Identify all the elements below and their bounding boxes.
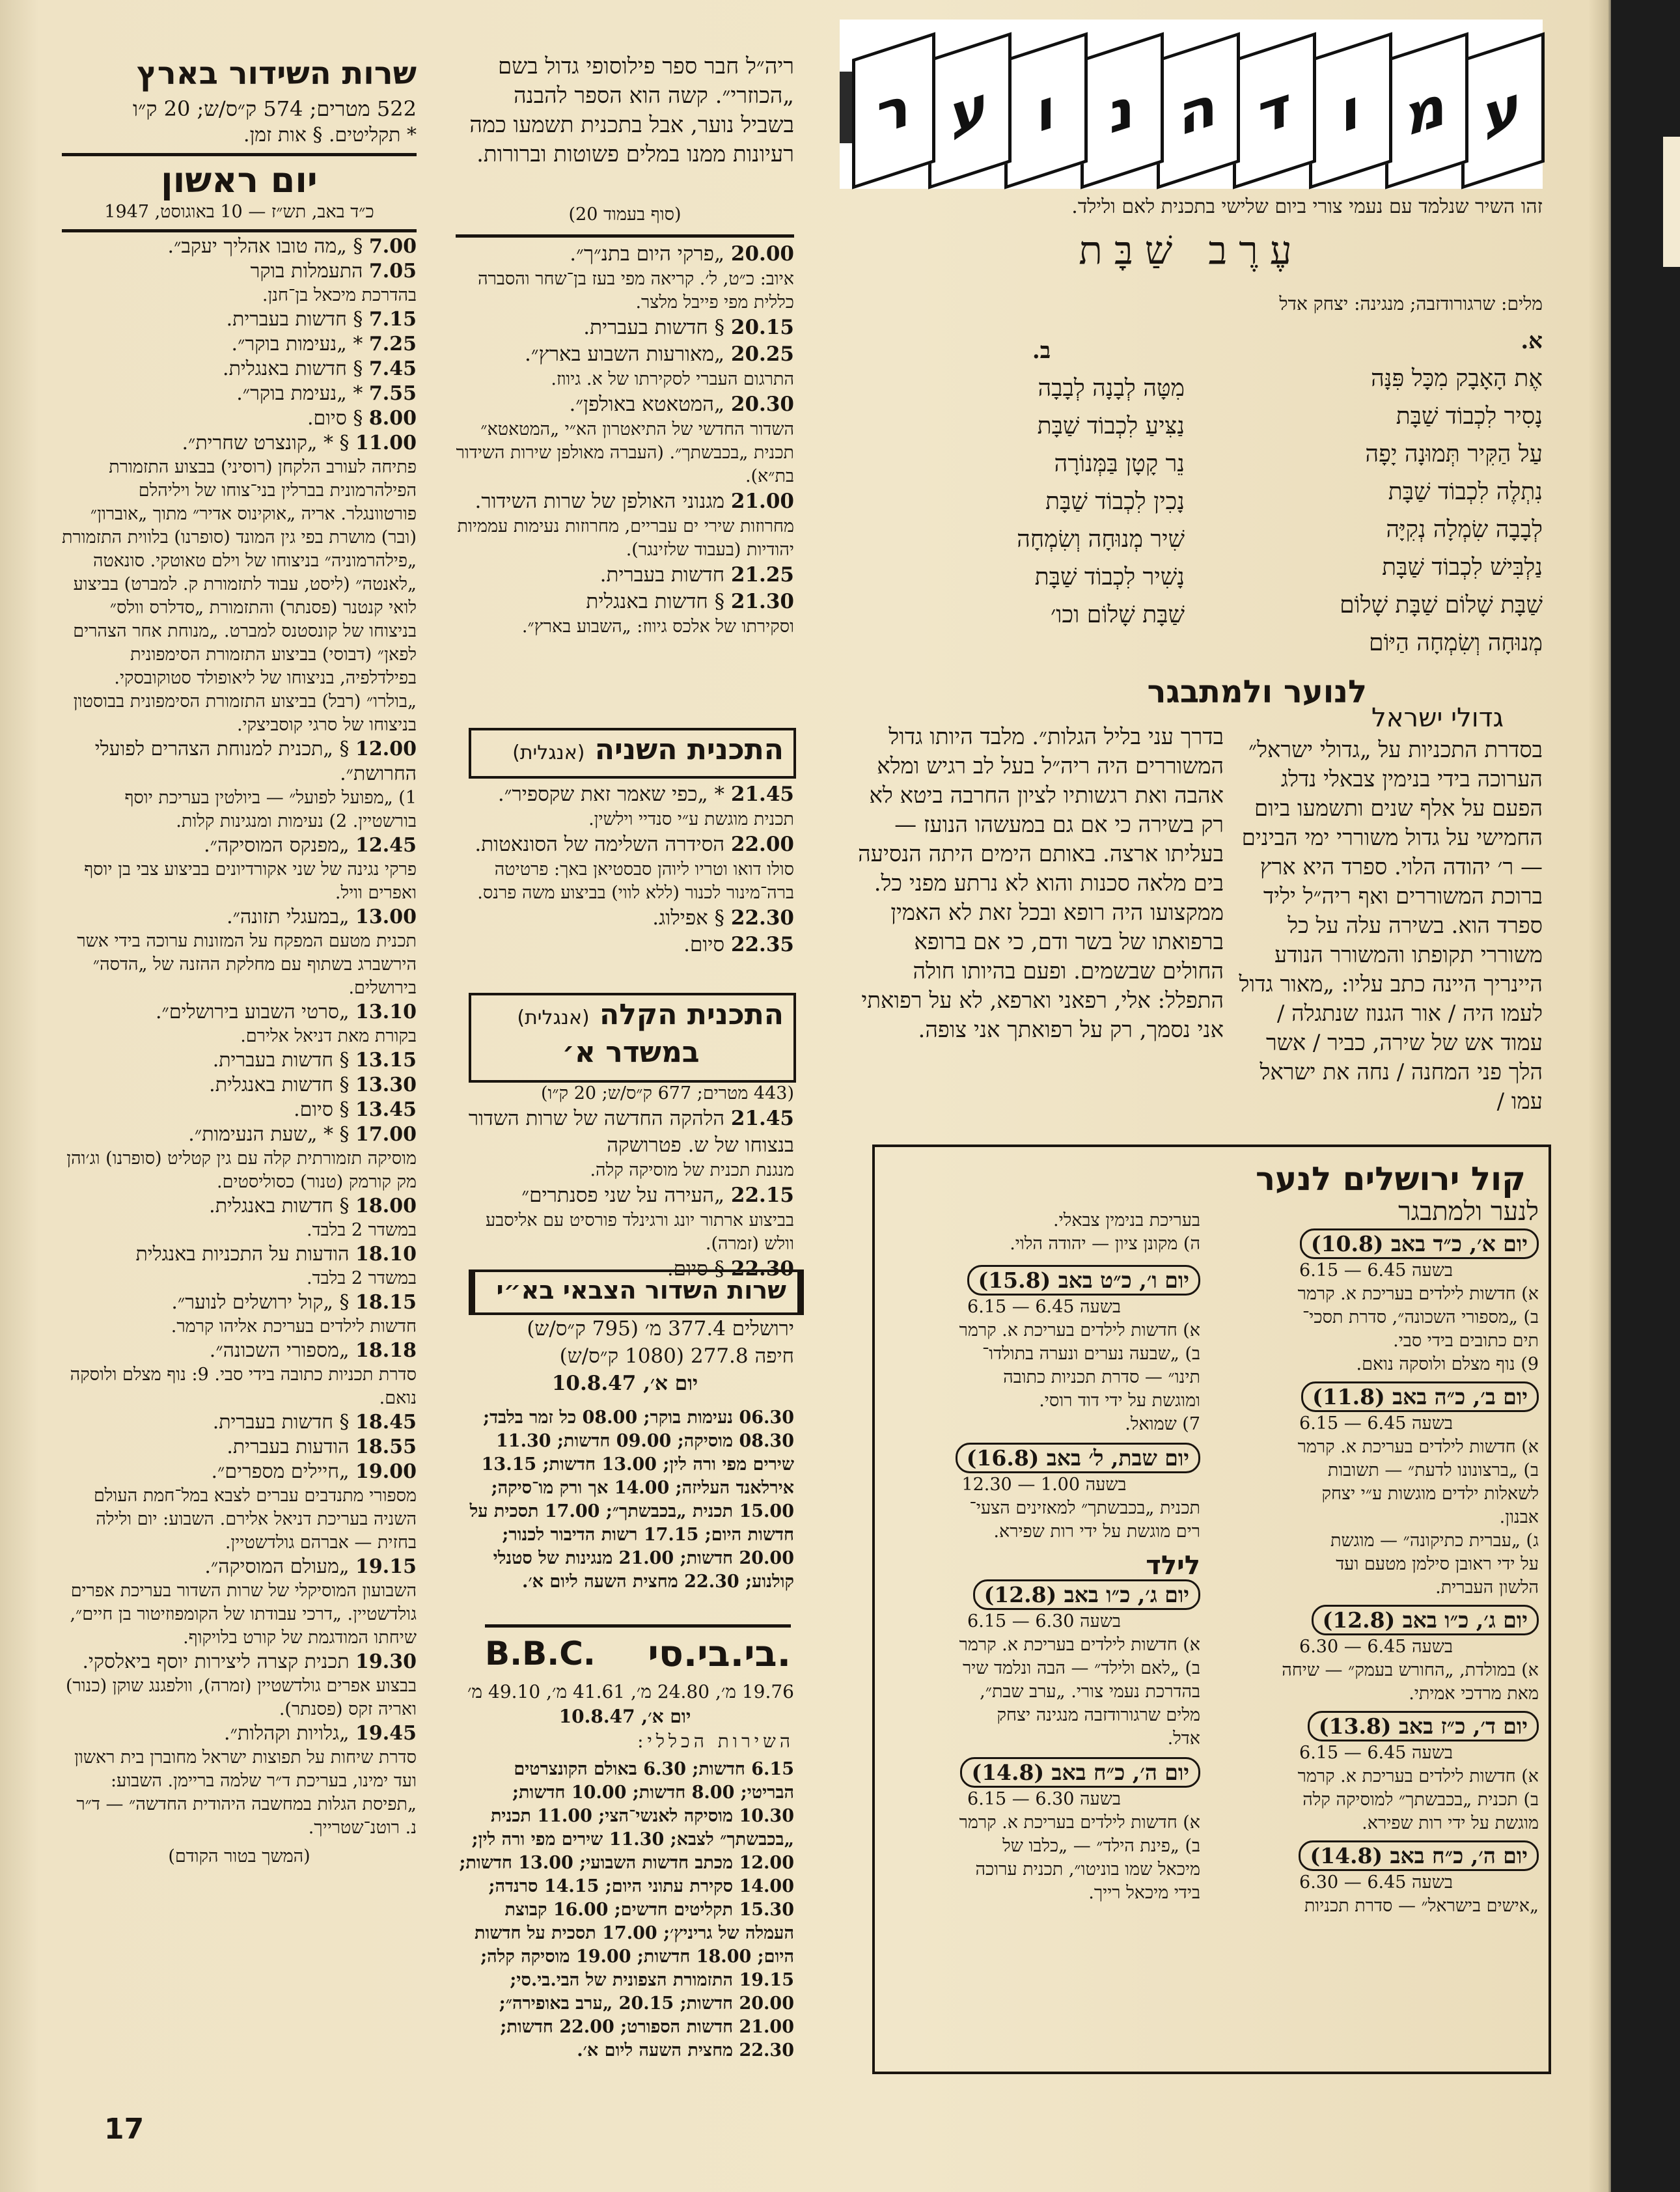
- second-program-title: התכנית השניה: [594, 733, 784, 766]
- bbc-freq: 19.76 מ׳, 24.80 מ׳, 41.61 מ׳, 49.10 מ׳: [467, 1681, 794, 1702]
- poem-stanza-b: [898, 332, 1185, 634]
- divider: [62, 153, 417, 156]
- time-label: בשעה 6.45 — 6.15: [1299, 1743, 1453, 1763]
- description: מנגנת תכנית של מוסיקה קלה.: [590, 1160, 794, 1180]
- second-program-schedule: [456, 781, 794, 958]
- description: בהדרכת מיכאל בן־חנן.: [262, 285, 417, 305]
- poem-stanza-a: [1224, 322, 1543, 662]
- time: 7.15: [368, 308, 417, 331]
- program-line: על ידי ראובן סילמן מטעם ועד: [1336, 1554, 1539, 1574]
- description: מספורי מתנדבים עברים לצבא במל־חמת העולם השניה בעריכת דניאל אלירם. השבוע: יום ולילה בחזית — אברהם גולדשטיין.: [94, 1486, 417, 1553]
- program: § חדשות באנגלית.: [209, 1074, 350, 1096]
- schedule-item: [62, 332, 417, 357]
- program-line: א) חדשות לילדים בעריכת א. קרמר: [959, 1320, 1200, 1340]
- schedule-item: [62, 1122, 417, 1194]
- program: הודעות בעברית.: [227, 1436, 350, 1458]
- program-line: מאת מרדכי אמיתי.: [1409, 1684, 1539, 1704]
- program: § סיום.: [307, 407, 363, 430]
- station-legend: * תקליטים. § אות זמן.: [243, 124, 417, 146]
- program: * „נעימת בוקר״.: [236, 382, 363, 405]
- schedule-item: [456, 314, 794, 341]
- station-frequency: 522 מטרים; 574 ק״ס/ש; 20 ק״ו: [132, 96, 417, 121]
- description: מוסיקה תזמורתית קלה עם גין קטליט (סופרנו) וג׳והן מק קורמק (טנור) כסוליסטים.: [66, 1148, 417, 1192]
- army-schedule: 06.30 נעימות בוקר; 08.00 כל זמר בלבד; 08.30 מוסיקה; 09.00 חדשות; 11.30 שירים מפי ורה לין; 13.00 חדשות; 13.15 אירלאנד העליזה; 14.00 אך ורק מו־סיקה; 15.00 תכנית „בכבשתך״; 17.00 תסכית על חדשות היום; 17.15 רשות הדיבור לכנור; 20.00 חדשות; 21.00 מנגינות של סטנלי קולנוע; 22.30 מחצית השעה ליום א׳.: [469, 1408, 794, 1592]
- time: 13.45: [355, 1098, 417, 1121]
- bbc-title-en: B.B.C.: [485, 1635, 596, 1672]
- schedule-item: [62, 259, 417, 307]
- light-program-title-row: [478, 998, 784, 1031]
- description: סדרת תכניות כתובה בידי סבי. 9: נוף מצלם ולוסקה נואם.: [70, 1365, 417, 1408]
- day-label: יום ה׳, כ״ח באב (14.8): [1299, 1840, 1539, 1871]
- program-line: א) חדשות לילדים בעריכת א. קרמר: [959, 1635, 1200, 1655]
- verse-line: נָסִיר לִכְבוֹד שַׁבָּת: [1396, 403, 1543, 430]
- verse-line: לְבָבָה שִׂמְלָה נְקִיָּה: [1386, 516, 1543, 543]
- program: הסידרה השלימה של הסונאטות.: [475, 833, 725, 856]
- army-frequencies: [456, 1315, 794, 1397]
- program-day-block: [1213, 1228, 1539, 1376]
- time: 7.05: [368, 260, 417, 283]
- divider: [456, 234, 794, 238]
- description: תכנית מטעם המפקח על המזונות ערוכה בידי אשר הירשברג בשתוף עם מחלקת ההזנה של „הדסה״ בירושלים.: [77, 931, 417, 998]
- program-line: ב) „פינת הילד״ — „כלבו של: [1002, 1836, 1200, 1856]
- program-line: ב) „לאם ולילד״ — הבה ונלמד שיר: [962, 1658, 1200, 1678]
- masthead-letter-4: ד: [1233, 32, 1316, 189]
- bbc-title-he: בי.בי.סי.: [648, 1632, 791, 1675]
- verse-line: עַל הַקִּיר תְּמוּנָה יָפָה: [1365, 441, 1543, 467]
- program: § חדשות באנגלית: [586, 590, 725, 613]
- schedule-item: [62, 1555, 417, 1650]
- time: 18.10: [355, 1243, 417, 1266]
- bbc-day: יום א׳, 10.8.47: [558, 1706, 691, 1727]
- time: 13.10: [355, 1001, 417, 1023]
- time-label: בשעה 6.45 — 6.30: [1299, 1872, 1453, 1893]
- program-line: ג) „עברית כתיקונה״ — מוגשת: [1330, 1531, 1539, 1551]
- schedule-item: [62, 357, 417, 382]
- verse-line: נַצִּיעַ לִכְבוֹד שַׁבָּת: [1037, 413, 1185, 439]
- time: 7.00: [368, 235, 417, 258]
- description: פתיחה לעורב הלקחן (רוסיני) בבצוע התזמורת הפילהרמונית בברלין בני־צוחו של ויליהלם פורטוונגלר. אריה „אוקינוס אדיר״ מתוך „אוברון״ (ובר) מושרת בפי גין המונד (סופרנו) בלווית התזמורת „פילהרמוניה״ בניצוחו של וילם טאוטקי. סונאטה „לאנטה״ (ליסט, עבוד לתזמורת ק. למברט) בביצוע לואי קנטנר (פסנתר) והתזמורת „סדלרס וולס״ בניצוחו של קונסטנס למברט. „מנוחת אחר הצהרים לפאן״ (דבוסי) בביצוע התזמורת הסימפונית בפילדלפיה, בניצוחו של ליאופולד סטוקובסקי. „בולרו״ (רבל) בביצוע התזמורת הסימפונית בבוסטון בניצוחו של סרגי קוסביצקי.: [61, 457, 417, 735]
- light-program-tag: (אנגלית): [517, 1006, 590, 1029]
- schedule-item: [62, 1290, 417, 1339]
- description: התרגום העברי לסקירתו של א. גיווז.: [551, 369, 794, 389]
- schedule-item: [62, 1339, 417, 1410]
- time: 18.00: [355, 1195, 417, 1217]
- time: 20.00: [730, 242, 794, 266]
- program: „פרקי היום בתנ״ך״.: [570, 242, 725, 266]
- army-haifa: חיפה 277.8 (1080 ק״ס/ש): [559, 1344, 794, 1368]
- verse-line: נַלְבִּישׁ לִכְבוֹד שַׁבָּת: [1382, 554, 1543, 581]
- mid-top-continued: (סוף בעמוד 20): [568, 204, 682, 225]
- main-schedule: [62, 234, 417, 1868]
- stanza-a-label: א.: [1521, 328, 1543, 354]
- program: § אפילוג.: [652, 906, 725, 930]
- program: § חדשות באנגלית.: [223, 357, 363, 380]
- program: § חדשות בעברית.: [212, 1049, 350, 1072]
- kol-box-left-column: [888, 1209, 1200, 1905]
- description: סדרת שיחות על תפוצות ישראל מחוברן בית ראשון ועד ימינו, בעריכת ד״ר שלמה בריימן. השבוע: „תפיסת הגלות במחשבה היהודית החדשה״ — ד״ר נ. רוטנ־שטרייך.: [74, 1747, 417, 1838]
- time: 21.30: [730, 590, 794, 613]
- program-line: אבנון.: [1499, 1507, 1539, 1527]
- program-day-block: [888, 1265, 1200, 1436]
- schedule-item: [62, 1098, 417, 1122]
- divider: [62, 229, 417, 232]
- masthead-letter-3: ו: [1309, 32, 1392, 189]
- bbc-service: השירות הכללי:: [637, 1730, 794, 1752]
- program-line: תים כתובים בידי סבי.: [1393, 1331, 1539, 1351]
- program-day-block: [888, 1579, 1200, 1751]
- program-day-block: [1213, 1711, 1539, 1835]
- masthead-letter-5: ה: [1157, 32, 1240, 189]
- schedule-item: [62, 833, 417, 905]
- time-label: בשעה 6.45 — 6.15: [1299, 1413, 1453, 1434]
- program: * „כפי שאמר זאת שקספיר״.: [497, 783, 725, 806]
- masthead-letter-2: מ: [1385, 32, 1468, 189]
- schedule-item: [62, 1242, 417, 1290]
- description: פרקי נגינה של שני אקורדיונים בביצוע צבי בן יוסף ואפרים וויל.: [84, 859, 417, 903]
- program-line: ב) „ברצונונו לדעת״ — תשובות: [1327, 1460, 1539, 1480]
- program-line: מיכאל שמו בוניטו״, תכנית ערוכה: [975, 1859, 1200, 1880]
- army-header: [469, 1269, 804, 1315]
- bbc-frequencies: [456, 1680, 794, 1754]
- program-line: לשאלות ילדים מוגשות ע״י יצחק: [1321, 1484, 1539, 1504]
- time-label: בשעה 6.30 — 6.15: [967, 1789, 1121, 1809]
- schedule-item: [62, 1435, 417, 1460]
- description: סולו דואו וטריו ליוהן סבסטיאן באך: פרטיטה ברה־מינור לכנור (ללא לווי) בביצוע משה פרנס.: [477, 859, 794, 903]
- program-day-block: [1213, 1605, 1539, 1706]
- program: § „תכנית למנוחת הצהרים לפועלי החרושת״.: [94, 738, 417, 785]
- second-program-header: [469, 728, 796, 779]
- time: 22.30: [730, 906, 794, 930]
- time: 13.00: [355, 906, 417, 928]
- program: התעמלות בוקר: [250, 260, 363, 283]
- program: „מספורי השכונה״.: [209, 1339, 350, 1362]
- program-line: בידי מיכאל רייך.: [1088, 1883, 1200, 1903]
- masthead-subtitle: זהו השיר שנלמד עם נעמי צורי ביום שלישי בתכנית לאם ולילד.: [1071, 195, 1543, 218]
- schedule-item: [456, 831, 794, 905]
- mid-schedule: [456, 241, 794, 639]
- verse-line: שַׁבָּת שָׁלוֹם שַׁבָּת שָׁלוֹם: [1340, 592, 1543, 618]
- description: בבצוע אפרים גולדשטיין (זמרה), וולפגנג שוקן (כנור) ואריה זקס (פסנתר).: [65, 1676, 417, 1719]
- description: במשדר 2 בלבד.: [307, 1268, 417, 1288]
- mid-top-paragraph: ריה״ל חבר ספר פילוסופי גדול בשם „הכוזרי״. קשה הוא הספר להבנה בשביל נוער, אבל בתכנית תשמעו כמה רעיונות ממנו במלים פשוטות וברורות.: [469, 53, 794, 167]
- program-line: אדל.: [1167, 1728, 1200, 1749]
- description: השבועון המוסיקלי של שרות השדור בעריכת אפרים גולדשטיין. „דרכי עבודתו של הקומפוזיטור בן חיים״, שיחתו המודגמת של קורט בלויקוף.: [70, 1581, 417, 1648]
- time: 22.35: [730, 933, 794, 956]
- program-line: א) במולדת, „החורש בעמק״ — שיחה: [1282, 1660, 1539, 1680]
- kol-box-title: קול ירושלים לנער: [1255, 1160, 1526, 1198]
- program: § חדשות בעברית.: [212, 1411, 350, 1434]
- program: § סיום.: [294, 1098, 350, 1121]
- time-label: בשעה 6.30 — 6.15: [967, 1611, 1121, 1631]
- program: § חדשות באנגלית.: [209, 1195, 350, 1217]
- program-line: ומוגשת על ידי דוד רוסי.: [1039, 1391, 1200, 1411]
- time: 17.00: [355, 1123, 417, 1146]
- masthead-letter-1: ע: [1461, 32, 1545, 189]
- program: „העירה על שני פסנתרים״: [521, 1184, 725, 1207]
- page-number: 17: [104, 2113, 145, 2146]
- binding-edge: [1611, 0, 1680, 2192]
- time: 22.30: [730, 1257, 794, 1281]
- time: 18.18: [355, 1339, 417, 1362]
- verse-line: שַׁבָּת שָׁלוֹם וכו׳: [1050, 602, 1185, 628]
- second-program-title-row: [478, 733, 784, 766]
- schedule-item: [456, 589, 794, 639]
- schedule-item: [62, 1000, 417, 1048]
- time: 8.00: [368, 407, 417, 430]
- program-line: „אישים בישראל״ — סדרת תכניות: [1304, 1896, 1539, 1916]
- program-line: 7) שמואל.: [1125, 1414, 1200, 1434]
- program: „מעולם המוסיקה״.: [204, 1555, 350, 1578]
- light-program-subtitle: במשדר א׳: [562, 1036, 700, 1069]
- second-program-tag: (אנגלית): [512, 742, 585, 764]
- program-line: 9) נוף מצלם ולוסקה נואם.: [1356, 1354, 1539, 1374]
- verse-line: נִתְלֶה לִכְבוֹד שַׁבָּת: [1388, 479, 1543, 505]
- schedule-item: [456, 932, 794, 958]
- masthead-letter-8: ע: [928, 32, 1012, 189]
- light-program-frequency: (443 מטרים; 677 ק״ס/ש; 20 ק״ו): [540, 1083, 794, 1103]
- child-heading: לילד: [1146, 1551, 1200, 1581]
- day-label: יום ו׳, כ״ט באב (15.8): [967, 1265, 1200, 1296]
- program-line: תכנית „בכבשתך״ למאזינים הצעי־: [969, 1498, 1200, 1518]
- schedule-item: [62, 1650, 417, 1721]
- masthead-letter-7: ו: [1004, 32, 1088, 189]
- time: 12.45: [355, 834, 417, 857]
- verse-line: נָשִׁיר לִכְבוֹד שַׁבָּת: [1034, 564, 1185, 590]
- description: חדשות לילדים בעריכת אליהו קרמר.: [171, 1316, 417, 1337]
- time: 20.15: [730, 316, 794, 339]
- program-day-block: [1213, 1381, 1539, 1600]
- program: סיום.: [683, 933, 725, 956]
- time-label: בשעה 6.45 — 6.30: [1299, 1637, 1453, 1657]
- youth-title: לנוער ולמתבגר: [1147, 674, 1367, 710]
- time: 19.30: [355, 1650, 417, 1673]
- program: * „נעימות בוקר״.: [231, 333, 363, 355]
- program-day-block: [888, 1443, 1200, 1544]
- schedule-item: [62, 406, 417, 431]
- day-label: יום ג׳, כ״ו באב (12.8): [1312, 1605, 1539, 1635]
- program-day-block: [1213, 1840, 1539, 1918]
- schedule-item: [62, 1721, 417, 1840]
- masthead: [840, 20, 1543, 189]
- masthead-letter-6: נ: [1081, 32, 1164, 189]
- program: § * „קונצרט שחרית״.: [182, 432, 350, 454]
- station-title: שרות השידור בארץ: [137, 55, 417, 92]
- time-label: בשעה 1.00 — 12.30: [961, 1475, 1127, 1495]
- program-line: ב) „מספורי השכונה״, סדרת תסכי־: [1302, 1307, 1539, 1327]
- bbc-header: [485, 1631, 791, 1676]
- kol-box-right-column: [1213, 1228, 1539, 1918]
- time: 12.00: [355, 738, 417, 760]
- time: 19.15: [355, 1555, 417, 1578]
- program-line: רים מוגשת על ידי רות שפירא.: [993, 1521, 1200, 1542]
- verse-line: מְנוּחָה וְשִׂמְחָה הַיּוֹם: [1368, 630, 1543, 656]
- schedule-item: [62, 1194, 417, 1242]
- schedule-item: [456, 781, 794, 831]
- program: § חדשות בעברית.: [583, 316, 725, 339]
- program: חדשות בעברית.: [599, 563, 725, 587]
- program-line: ב) „שבעה נערים ונערה בתולדו־: [982, 1344, 1200, 1364]
- time-label: בשעה 6.45 — 6.15: [1299, 1260, 1453, 1281]
- army-day: יום א׳, 10.8.47: [551, 1372, 698, 1395]
- schedule-item: [456, 341, 794, 391]
- verse-line: נֵר קָטָן בַּמְּנוֹרָה: [1054, 451, 1185, 477]
- description: תכנית מוגשת ע״י סנדיי וילשין.: [588, 809, 794, 829]
- program: „מאורעות השבוע בארץ״.: [525, 342, 725, 366]
- time: 20.25: [730, 342, 794, 366]
- schedule-item: [456, 562, 794, 589]
- schedule-item: [456, 905, 794, 932]
- schedule-item: [62, 1410, 417, 1435]
- poem-credit: מלים: שרגורודזבה; מנגינה: יצחק אדל: [1279, 293, 1543, 314]
- time: 21.45: [730, 1107, 794, 1130]
- day-label: יום ה׳, כ״ח באב (14.8): [960, 1757, 1200, 1788]
- schedule-item: [62, 737, 417, 833]
- army-jerusalem: ירושלים 377.4 מ׳ (795 ק״ס/ש): [527, 1317, 794, 1340]
- program-line: מלים שרגורודזבה מנגינה יצחק: [997, 1705, 1200, 1725]
- time: 22.00: [730, 833, 794, 856]
- program-line: א) חדשות לילדים בעריכת א. קרמר: [1297, 1437, 1539, 1457]
- time: 21.45: [730, 783, 794, 806]
- program-line: א) חדשות לילדים בעריכת א. קרמר: [959, 1812, 1200, 1833]
- schedule-item: [62, 1073, 417, 1098]
- schedule-item: [62, 1460, 417, 1555]
- schedule-item: [456, 241, 794, 314]
- masthead-letter-9: ר: [852, 32, 935, 189]
- kol-box-right-heading: לנער ולמתבגר: [1398, 1197, 1539, 1227]
- schedule-item: [62, 1048, 417, 1073]
- schedule-item: [62, 431, 417, 737]
- time: 7.25: [368, 333, 417, 355]
- time-label: בשעה 6.45 — 6.15: [967, 1297, 1121, 1317]
- verse-line: מִטָּה לְבָנָה לְבָבָה: [1038, 375, 1185, 402]
- description: וסקירתו של אלכס גיווז: „השבוע בארץ״.: [521, 617, 794, 637]
- program: § * „שעת הנעימות״.: [188, 1123, 350, 1146]
- schedule-item: [456, 488, 794, 562]
- youth-subtitle: גדולי ישראל: [1371, 703, 1504, 733]
- program-day-block: [888, 1757, 1200, 1905]
- stanza-b-label: ב.: [1032, 338, 1051, 364]
- youth-text-right: בסדרת התכניות על „גדולי ישראל״ הערוכה בידי בנימין צבאלי נדלג הפעם על אלף שנים ותשמעו ביום החמישי על גדול משוררי ימי הבינים — ר׳ יהודה הלוי. ספרד היא ארץ ברוכת המשוררים ואף ריה״ל יליד ספרד הוא. בשירה עלה על כל משוררי תקופתו והמשורר הנודע היינריך היינה כתב עליו: „מאור גדול לעמו היה / אור הגנוז שנתגלה / עמוד אש של שירה, כביר / אשר הלך פני המחנה / נחה את ישראל עמו /: [1239, 737, 1543, 1115]
- schedule-item: [62, 234, 417, 259]
- schedule-item: [62, 382, 417, 406]
- program: § „קול ירושלים לנוער״.: [171, 1291, 350, 1314]
- program: „סרטי השבוע בירושלים״.: [155, 1001, 350, 1023]
- description: במשדר 2 בלבד.: [307, 1220, 417, 1240]
- day-label: יום ב׳, כ״ה באב (11.8): [1301, 1381, 1539, 1412]
- program: „מפנקס המוסיקה״.: [204, 834, 350, 857]
- description: בביצוע ארתור יונג ורגינלד פורסיט עם אליסבע וולש (זמרה).: [485, 1210, 794, 1254]
- schedule-item: [456, 1182, 794, 1256]
- day-date: כ״ד באב, תש״ז — 10 באוגוסט, 1947: [104, 202, 374, 222]
- bbc-schedule: 6.15 חדשות; 6.30 באולם הקונצרטים הבריטי; 8.00 חדשות; 10.00 חדשות; 10.30 מוסיקה לאנשי־הצי; 11.00 תכנית „בכבשתך״ לצבא; 11.30 שירים מפי ורה לין; 12.00 מכתב חדשות השבועי; 13.00 חדשות; 14.00 סקירת עתוני היום; 14.15 סרנדה; 15.30 תקליטים חדשים; 16.00 קבוצת העמלה של גריניץ׳; 17.00 תסכית על חדשות היום; 18.00 חדשות; 19.00 מוסיקה קלה; 19.15 התזמורת הצפונית של הבי.בי.סי; 20.00 חדשות; 20.15 „ערב באופירה״; 21.00 חדשות הספורט; 22.00 חדשות; 22.30 מחצית השעה ליום א׳.: [459, 1759, 794, 2060]
- time: 11.00: [355, 432, 417, 454]
- schedule-item: [456, 1105, 794, 1182]
- program: § חדשות בעברית.: [226, 308, 363, 331]
- time: 18.55: [355, 1436, 417, 1458]
- youth-text-left: בדרך עני בליל הגלות״. מלבד היותו גדול המשוררים היה ריה״ל בעל לב רגיש ומלא אהבה ואת רגשותיו לציון החרבה ביטא לא רק בשירה כי אם גם במעשהו הנועז — בעליתו ארצה. באותם הימים היתה הנסיעה בים מלאה סכנות והוא לא נרתע מפני כל. ממקצועו היה רופא ובכל זאת לא האמין ברפואתו של בשר ודם, כי אם ברופא החולים שבשמים. ופעם בהיותו חולה התפלל: אלי, רפאני וארפא, לא על רפואתי אני נסמך, רק על רפואתך אני צופה.: [858, 724, 1224, 1043]
- description: מחרוזות שירי ים עבריים, מחרוזות נעימות עממיות יהודיות (בעבוד שלזינגר).: [457, 516, 794, 560]
- time: 18.15: [355, 1291, 417, 1314]
- program-line: א) חדשות לילדים בעריכת א. קרמר: [1297, 1284, 1539, 1304]
- program-line: בעריכת בנימין צבאלי.: [1053, 1210, 1200, 1230]
- time: 13.15: [355, 1049, 417, 1072]
- time: 7.45: [368, 357, 417, 380]
- light-program-schedule: [456, 1082, 794, 1283]
- divider: [485, 1624, 791, 1628]
- day-title: יום ראשון: [161, 160, 318, 201]
- time: 7.55: [368, 382, 417, 405]
- verse-line: שִׁיר מְנוּחָה וְשִׂמְחָה: [1017, 526, 1185, 553]
- program: „המטאטא באולפן״.: [569, 393, 725, 416]
- program-line: תינו״ — סדרת תכניות כתובה: [1003, 1367, 1200, 1387]
- program-line: א) חדשות לילדים בעריכת א. קרמר: [1297, 1766, 1539, 1786]
- day-label: יום א׳, כ״ד באב (10.8): [1300, 1228, 1539, 1259]
- adjacent-page-strip: [1663, 137, 1680, 267]
- time: 20.30: [730, 393, 794, 416]
- schedule-item: [62, 905, 417, 1000]
- description: איוב: כ״ט, ל׳. קריאה מפי בעז בן־שחר והסברה כללית מפי פייבל מלצר.: [478, 269, 794, 312]
- program: מגנוני האולפן של שרות השידור.: [475, 490, 725, 513]
- light-program-header: [469, 993, 796, 1083]
- day-label: יום ג׳, כ״ו באב (12.8): [973, 1579, 1200, 1610]
- program: „במעגלי תזונה״.: [227, 906, 350, 928]
- program-line: בהדרכת נעמי צורי. „ערב שבת״,: [980, 1682, 1200, 1702]
- program: „חיילים מספרים״.: [211, 1460, 350, 1483]
- program-line: מוגשת על ידי רות שפירא.: [1362, 1813, 1539, 1833]
- poem-title: עֶרֶב שַׁבָּת: [1079, 228, 1304, 273]
- kol-jerusalem-box: [872, 1145, 1551, 2074]
- program: הודעות על התכניות באנגלית: [135, 1243, 350, 1266]
- program-line: ב) תכנית „בכבשתך״ למוסיקה קלה: [1302, 1790, 1539, 1810]
- program-line: ה) מקונן ציון — יהודה הלוי.: [1010, 1234, 1200, 1254]
- continued-note: (המשך בטור הקודם): [168, 1846, 310, 1866]
- army-title: שרות השדור הצבאי בא״י: [496, 1276, 786, 1305]
- program: „גלויות וקהלות״.: [224, 1722, 350, 1745]
- light-program-title: התכנית הקלה: [599, 998, 784, 1031]
- program: § „מה טובו אהליך יעקב״.: [167, 235, 363, 258]
- time: 18.45: [355, 1411, 417, 1434]
- program: § סיום.: [667, 1257, 725, 1281]
- program: הלהקה החדשה של שרות השדור בנצוחו של ש. פטרושקה: [468, 1107, 794, 1157]
- time: 19.45: [355, 1722, 417, 1745]
- time: 19.00: [355, 1460, 417, 1483]
- day-label: יום שבת, ל׳ באב (16.8): [956, 1443, 1200, 1473]
- description: 1) „מפועל לפועל״ — ביולטין בעריכת יוסף בורשטיין. 2) נעימות ומנגינות קלות.: [124, 788, 417, 831]
- verse-line: נָכִין לִכְבוֹד שַׁבָּת: [1045, 488, 1185, 515]
- description: השדור החדשי של התיאטרון הא״י „המטאטא״ תכנית „בכבשתך״. (העברה מאולפן שירות השידור בת״א).: [456, 419, 794, 486]
- time: 22.15: [730, 1184, 794, 1207]
- time: 21.00: [730, 490, 794, 513]
- time: 13.30: [355, 1074, 417, 1096]
- time: 21.25: [730, 563, 794, 587]
- description: בקורת מאת דניאל אלירם.: [240, 1026, 417, 1046]
- schedule-item: [456, 391, 794, 488]
- program: תכנית קצרה ליצירות יוסף ביאלסקי.: [82, 1650, 350, 1673]
- verse-line: אֶת הָאָבָק מִכָּל פִּנָּה: [1371, 365, 1543, 392]
- schedule-item: [62, 307, 417, 332]
- day-label: יום ד׳, כ״ז באב (13.8): [1308, 1711, 1539, 1741]
- program-line: הלשון העברית.: [1435, 1577, 1539, 1598]
